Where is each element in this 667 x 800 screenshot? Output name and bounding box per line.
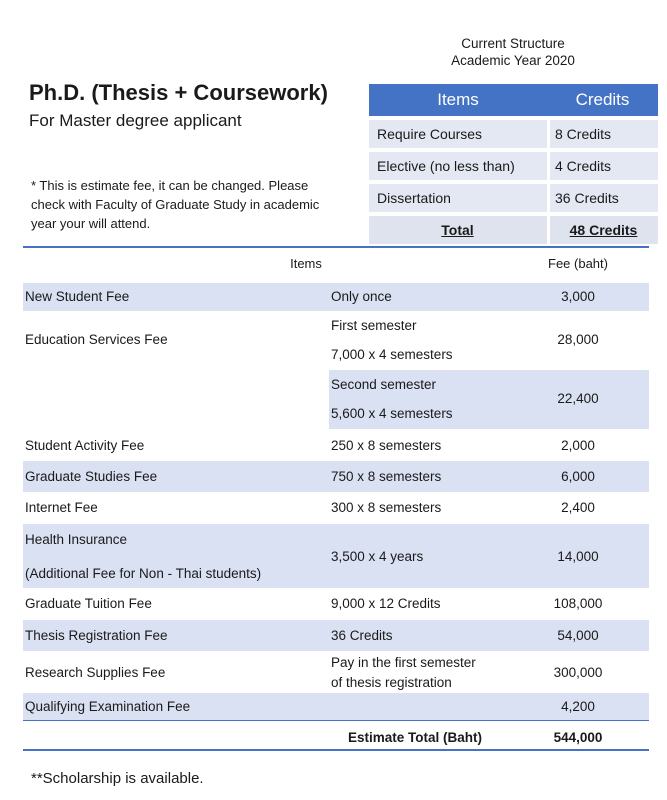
fee-item: Education Services Fee [25, 332, 168, 347]
fee-row [23, 370, 649, 429]
fee-detail: 9,000 x 12 Credits [331, 596, 441, 611]
credit-col-items: Items [369, 84, 547, 116]
fee-amount: 22,400 [557, 391, 599, 406]
fee-row [23, 492, 649, 524]
credit-item: Dissertation [369, 184, 547, 212]
fee-table-bottom-rule [23, 749, 649, 751]
fee-detail: 750 x 8 semesters [331, 469, 442, 484]
fee-item: Qualifying Examination Fee [25, 699, 191, 714]
fee-detail: Pay in the first semester [331, 655, 476, 670]
fee-detail: Only once [331, 289, 392, 304]
structure-heading-line2: Academic Year 2020 [451, 53, 575, 68]
program-subtitle: For Master degree applicant [29, 111, 242, 130]
fee-detail-line2: 5,600 x 4 semesters [331, 406, 453, 421]
credit-row [369, 152, 658, 180]
credit-value: 36 Credits [547, 184, 658, 212]
fee-detail-line2: 7,000 x 4 semesters [331, 347, 453, 362]
fee-amount: 6,000 [561, 469, 595, 484]
structure-heading-line1: Current Structure [461, 36, 565, 51]
credit-value: 8 Credits [547, 120, 658, 148]
fee-detail-line2: of thesis registration [331, 675, 452, 690]
fee-detail: Second semester [331, 377, 437, 392]
fee-amount: 4,200 [561, 699, 595, 714]
fee-amount: 28,000 [557, 332, 599, 347]
credit-structure-table [369, 80, 658, 248]
fee-detail: 300 x 8 semesters [331, 500, 442, 515]
fee-item: New Student Fee [25, 289, 130, 304]
credit-row [369, 120, 658, 148]
fee-item: Graduate Tuition Fee [25, 596, 152, 611]
credit-value: 4 Credits [547, 152, 658, 180]
fee-item: Thesis Registration Fee [25, 628, 168, 643]
credit-col-credits: Credits [547, 84, 658, 116]
fee-item: Student Activity Fee [25, 438, 145, 453]
program-title: Ph.D. (Thesis + Coursework) [29, 80, 328, 105]
credit-item: Require Courses [369, 120, 547, 148]
fee-amount: 3,000 [561, 289, 595, 304]
credit-total-value: 48 Credits [547, 216, 658, 244]
credit-header-row [369, 84, 658, 116]
scholarship-note: **Scholarship is available. [31, 770, 204, 787]
fee-col-fee: Fee (baht) [548, 256, 608, 271]
fee-amount: 54,000 [557, 628, 599, 643]
fee-item-line2: (Additional Fee for Non - Thai students) [25, 566, 262, 581]
fee-row [23, 461, 649, 492]
fee-row [23, 693, 649, 720]
fee-row [23, 283, 649, 311]
fee-amount: 14,000 [557, 549, 599, 564]
fee-item: Health Insurance [25, 532, 128, 547]
estimate-total-value: 544,000 [553, 730, 603, 745]
fee-col-items: Items [290, 256, 322, 271]
fee-detail: 36 Credits [331, 628, 393, 643]
credit-total-label: Total [369, 216, 547, 244]
fee-table-rule [23, 720, 649, 721]
fee-row [23, 311, 649, 370]
estimate-total-label: Estimate Total (Baht) [348, 730, 483, 745]
fee-item: Graduate Studies Fee [25, 469, 158, 484]
credit-item: Elective (no less than) [369, 152, 547, 180]
fee-row [23, 588, 649, 620]
fee-amount: 2,400 [561, 500, 595, 515]
credit-total-row [369, 216, 658, 244]
fee-item: Research Supplies Fee [25, 665, 166, 680]
estimate-note: * This is estimate fee, it can be changed. Please check with Faculty of Graduate Study in academic year your will attend. [31, 178, 320, 231]
fee-row [23, 524, 649, 588]
fee-detail: 3,500 x 4 years [331, 549, 424, 564]
fee-row [23, 651, 649, 693]
structure-heading [368, 35, 658, 69]
fee-detail: First semester [331, 318, 417, 333]
fee-row [23, 429, 649, 461]
fee-table-top-rule [23, 246, 649, 248]
credit-row [369, 184, 658, 212]
fee-item: Internet Fee [25, 500, 98, 515]
fee-amount: 108,000 [553, 596, 603, 611]
fee-amount: 300,000 [553, 665, 603, 680]
fee-detail: 250 x 8 semesters [331, 438, 442, 453]
fee-row [23, 620, 649, 651]
fee-amount: 2,000 [561, 438, 595, 453]
